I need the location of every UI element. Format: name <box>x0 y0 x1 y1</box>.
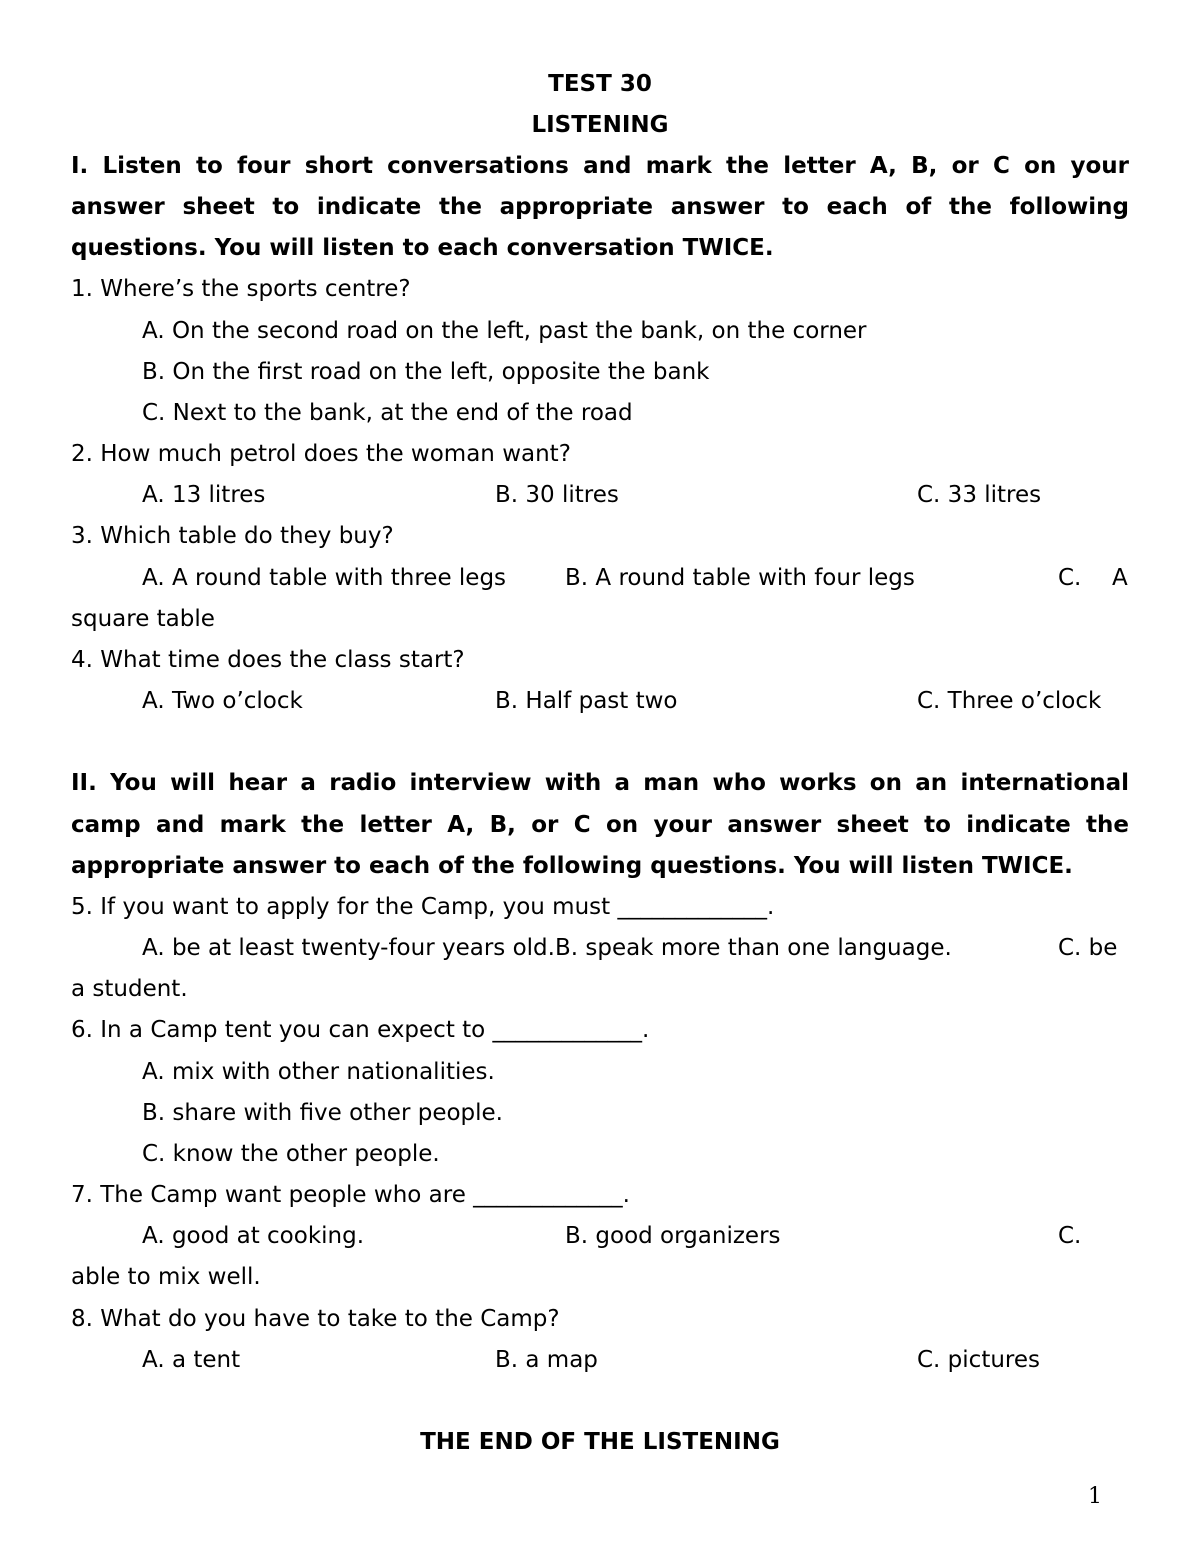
q5-option-c-continuation: a student. <box>71 976 188 1002</box>
q3-option-a: A. A round table with three legs <box>142 565 507 591</box>
section1-instruction-line-1: I. Listen to four short conversations and mark the letter A, B, or C on your <box>71 153 1129 179</box>
q1-option-a: A. On the second road on the left, past the bank, on the corner <box>142 318 867 344</box>
section2-instruction-line-3: appropriate answer to each of the following questions. You will listen TWICE. <box>71 853 1073 879</box>
section1-instruction-line-3: questions. You will listen to each conversation TWICE. <box>71 235 774 261</box>
q8-option-a: A. a tent <box>142 1347 241 1373</box>
q1-option-b: B. On the first road on the left, opposite the bank <box>142 359 710 385</box>
question-7: 7. The Camp want people who are _____________. <box>71 1182 630 1208</box>
question-2: 2. How much petrol does the woman want? <box>71 441 571 467</box>
q7-option-c-continuation: able to mix well. <box>71 1264 261 1290</box>
end-of-listening-text: THE END OF THE LISTENING <box>420 1429 780 1455</box>
test-title: TEST 30 <box>548 71 652 97</box>
q1-option-c: C. Next to the bank, at the end of the road <box>142 400 633 426</box>
q2-option-b: B. 30 litres <box>495 482 619 508</box>
question-6: 6. In a Camp tent you can expect to _____________. <box>71 1017 650 1043</box>
q4-option-a: A. Two o’clock <box>142 688 303 714</box>
question-1: 1. Where’s the sports centre? <box>71 276 411 302</box>
q2-option-a: A. 13 litres <box>142 482 266 508</box>
q5-option-c-start: C. be <box>1058 935 1118 961</box>
q6-option-a: A. mix with other nationalities. <box>142 1059 495 1085</box>
q8-option-b: B. a map <box>495 1347 598 1373</box>
q6-option-c: C. know the other people. <box>142 1141 440 1167</box>
section2-instruction-line-2: camp and mark the letter A, B, or C on your answer sheet to indicate the <box>71 812 1129 838</box>
q4-option-c: C. Three o’clock <box>917 688 1102 714</box>
question-4: 4. What time does the class start? <box>71 647 465 673</box>
section-heading: LISTENING <box>531 112 669 138</box>
q3-option-c-continuation: square table <box>71 606 215 632</box>
section1-instruction-line-2: answer sheet to indicate the appropriate answer to each of the following <box>71 194 1129 220</box>
q2-option-c: C. 33 litres <box>917 482 1042 508</box>
q3-option-b: B. A round table with four legs <box>565 565 915 591</box>
q3-option-c-first-word: A <box>1112 565 1128 591</box>
q5-options-a-b: A. be at least twenty-four years old.B. speak more than one language. <box>142 935 952 961</box>
q3-option-c-label: C. <box>1058 565 1082 591</box>
page-number: 1 <box>1088 1484 1102 1509</box>
question-3: 3. Which table do they buy? <box>71 523 394 549</box>
q8-option-c: C. pictures <box>917 1347 1040 1373</box>
q6-option-b: B. share with five other people. <box>142 1100 503 1126</box>
q7-option-a: A. good at cooking. <box>142 1223 365 1249</box>
q7-option-b: B. good organizers <box>565 1223 781 1249</box>
q7-option-c-label: C. <box>1058 1223 1082 1249</box>
question-8: 8. What do you have to take to the Camp? <box>71 1306 560 1332</box>
q4-option-b: B. Half past two <box>495 688 678 714</box>
question-5: 5. If you want to apply for the Camp, you must _____________. <box>71 894 775 920</box>
section2-instruction-line-1: II. You will hear a radio interview with a man who works on an international <box>71 770 1129 796</box>
